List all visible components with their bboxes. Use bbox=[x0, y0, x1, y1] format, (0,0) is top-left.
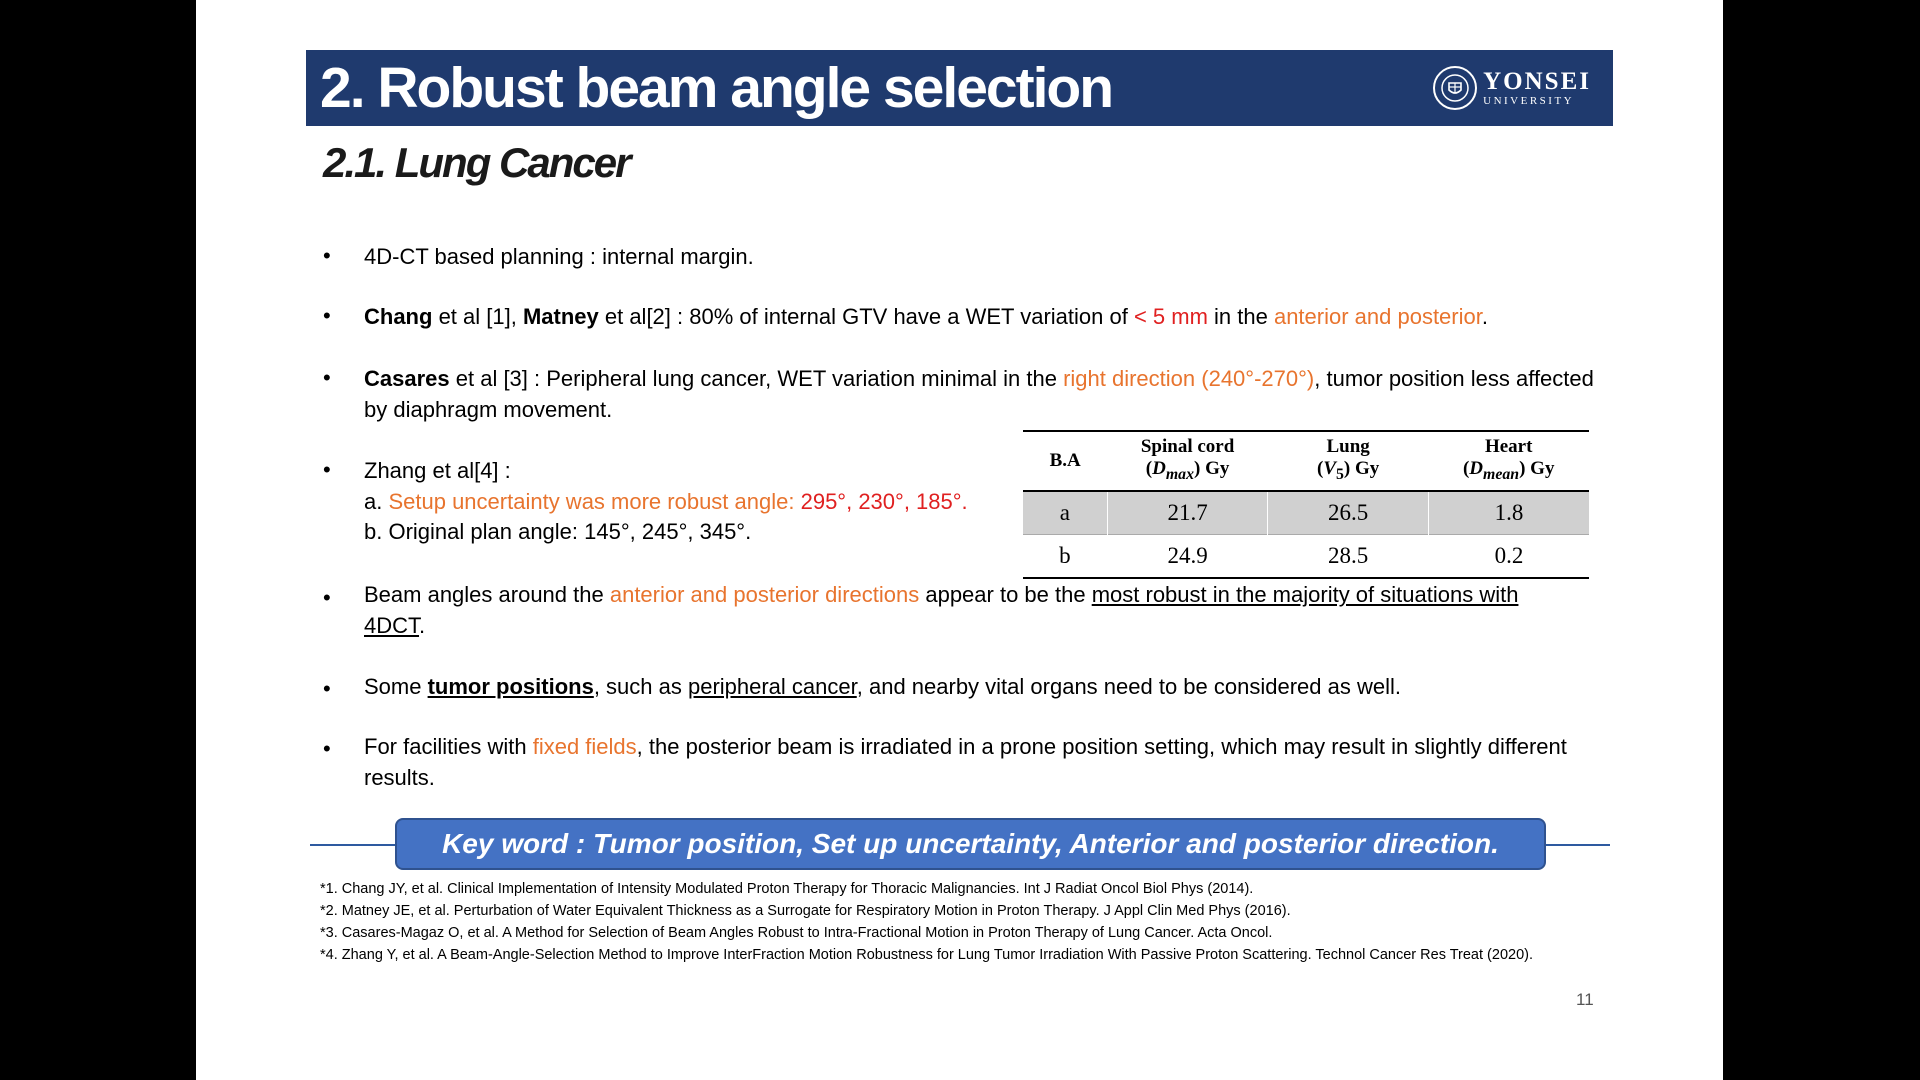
bullet-dot: • bbox=[323, 676, 331, 701]
text-run: 5 bbox=[1336, 465, 1344, 483]
text-run: mean bbox=[1483, 465, 1520, 483]
highlight-orange: anterior and posterior bbox=[1273, 304, 1482, 329]
cell-lung: 26.5 bbox=[1268, 491, 1429, 535]
header-name: Spinal cord bbox=[1140, 436, 1235, 458]
table-row bbox=[1023, 491, 1589, 535]
zhang-item-b: b. Original plan angle: 145°, 245°, 345°. bbox=[364, 519, 752, 544]
references bbox=[320, 878, 1610, 966]
bullet-dot: • bbox=[323, 303, 331, 328]
highlight-orange: Setup uncertainty was more robust angle: bbox=[388, 488, 801, 514]
cell-ba: a bbox=[1023, 491, 1107, 535]
zhang-title: Zhang et al[4] : bbox=[364, 458, 511, 483]
text-run: For facilities with bbox=[364, 734, 533, 759]
text-run: max bbox=[1165, 465, 1194, 483]
text-run: D bbox=[1469, 458, 1484, 480]
text-run: , tumor position less affected by diaphragm movement. bbox=[364, 366, 1594, 422]
text-run: Beam angles around the bbox=[364, 582, 610, 607]
text-run: , and nearby vital organs need to be considered as well. bbox=[856, 674, 1401, 699]
highlight-orange: fixed fields bbox=[532, 734, 637, 759]
cell-heart: 1.8 bbox=[1428, 491, 1589, 535]
text-run: V bbox=[1323, 458, 1336, 480]
text-run: a. bbox=[364, 488, 389, 514]
text-run: , such as bbox=[593, 674, 688, 699]
bullet-dot: • bbox=[323, 243, 331, 268]
bullet-zhang bbox=[364, 456, 1024, 548]
header-metric bbox=[1107, 458, 1268, 486]
slide-title: 2. Robust beam angle selection bbox=[320, 56, 1113, 120]
highlight-orange: anterior and posterior directions bbox=[609, 582, 920, 607]
text-run: ( bbox=[1316, 458, 1324, 480]
highlight-orange: right direction (240°-270°) bbox=[1063, 366, 1315, 391]
bullet-beam-angles bbox=[364, 580, 1564, 641]
text-run: . bbox=[419, 612, 426, 638]
logo-subtitle: UNIVERSITY bbox=[1483, 95, 1575, 107]
university-logo bbox=[1433, 64, 1591, 112]
reference-item: *3. Casares-Magaz O, et al. A Method for Selection of Beam Angles Robust to Intra-Fractional Motion in Proton Therapy of Lung Cancer. Acta Oncol. bbox=[320, 925, 1273, 941]
bullet-dot: • bbox=[323, 585, 331, 610]
text-run: ( bbox=[1145, 458, 1153, 480]
text-run: appear to be the bbox=[919, 582, 1092, 607]
col-header-heart bbox=[1428, 431, 1589, 491]
highlight-red: 295°, 230°, 185°. bbox=[800, 488, 968, 514]
header-name: Lung bbox=[1326, 436, 1370, 458]
text-run: Some bbox=[364, 674, 428, 699]
title-bar bbox=[306, 50, 1613, 126]
slide bbox=[196, 0, 1723, 1080]
bullet-dot: • bbox=[323, 736, 331, 761]
text-run: Gy bbox=[1350, 458, 1380, 480]
header-metric bbox=[1428, 458, 1589, 486]
col-header-spinal bbox=[1107, 431, 1268, 491]
keyword-banner: Key word : Tumor position, Set up uncertainty, Anterior and posterior direction. bbox=[395, 818, 1546, 870]
bullet-4dct: 4D-CT based planning : internal margin. bbox=[364, 244, 754, 269]
author-matney: Matney bbox=[522, 304, 599, 329]
beam-angle-table bbox=[1023, 430, 1589, 579]
author-chang: Chang bbox=[364, 304, 433, 329]
text-run: ) bbox=[1519, 458, 1526, 480]
bullet-tumor-positions bbox=[364, 672, 1604, 703]
zhang-item-a bbox=[364, 487, 1024, 518]
bullet-dot: • bbox=[323, 365, 331, 390]
text-run: ( bbox=[1462, 458, 1470, 480]
cell-ba: b bbox=[1023, 535, 1107, 579]
text-run: et al [3] : Peripheral lung cancer, WET variation minimal in the bbox=[449, 366, 1064, 391]
bullet-casares bbox=[364, 364, 1604, 425]
text-run: et al[2] : 80% of internal GTV have a WET variation of bbox=[598, 304, 1134, 329]
header-name: Heart bbox=[1484, 436, 1533, 458]
text-run: . bbox=[1481, 304, 1488, 329]
section-subtitle: 2.1. Lung Cancer bbox=[323, 139, 630, 186]
text-run: et al [1], bbox=[432, 304, 523, 329]
underlined-text: most robust in the majority of situations with 4DCT bbox=[364, 582, 1519, 638]
bullet-fixed-fields bbox=[364, 732, 1594, 793]
underlined-text: peripheral cancer bbox=[687, 674, 857, 699]
cell-heart: 0.2 bbox=[1428, 535, 1589, 579]
text-run: ) bbox=[1343, 458, 1351, 480]
seal-icon bbox=[1433, 66, 1477, 110]
text-run: D bbox=[1152, 458, 1166, 480]
reference-item: *2. Matney JE, et al. Perturbation of Water Equivalent Thickness as a Surrogate for Respiratory Motion in Proton Therapy. J Appl Clin Med Phys (2016). bbox=[320, 903, 1291, 919]
reference-item: *4. Zhang Y, et al. A Beam-Angle-Selection Method to Improve InterFraction Motion Robustness for Lung Tumor Irradiation With Passive Proton Scattering. Technol Cancer Res Treat (2020). bbox=[320, 947, 1533, 963]
text-run: ) bbox=[1194, 458, 1201, 480]
text-run: Gy bbox=[1525, 458, 1555, 480]
bullet-dot: • bbox=[323, 457, 331, 482]
author-casares: Casares bbox=[364, 366, 450, 391]
table-row bbox=[1023, 535, 1589, 579]
text-run: Gy bbox=[1200, 458, 1230, 480]
cell-lung: 28.5 bbox=[1268, 535, 1429, 579]
logo-name: YONSEI bbox=[1483, 68, 1591, 95]
underlined-bold-text: tumor positions bbox=[427, 674, 594, 699]
col-header-ba: B.A bbox=[1049, 450, 1081, 471]
cell-spinal: 21.7 bbox=[1107, 491, 1268, 535]
reference-item: *1. Chang JY, et al. Clinical Implementation of Intensity Modulated Proton Therapy for Thoracic Malignancies. Int J Radiat Oncol Biol Phys (2014). bbox=[320, 881, 1254, 897]
col-header-lung bbox=[1268, 431, 1429, 491]
bullet-chang-matney bbox=[364, 302, 1604, 333]
text-run: , the posterior beam is irradiated in a prone position setting, which may result in slightly different results. bbox=[364, 734, 1567, 790]
highlight-red: < 5 mm bbox=[1133, 304, 1208, 329]
text-run: in the bbox=[1207, 304, 1274, 329]
page-number: 11 bbox=[1576, 990, 1594, 1009]
cell-spinal: 24.9 bbox=[1107, 535, 1268, 579]
header-metric bbox=[1268, 458, 1429, 486]
